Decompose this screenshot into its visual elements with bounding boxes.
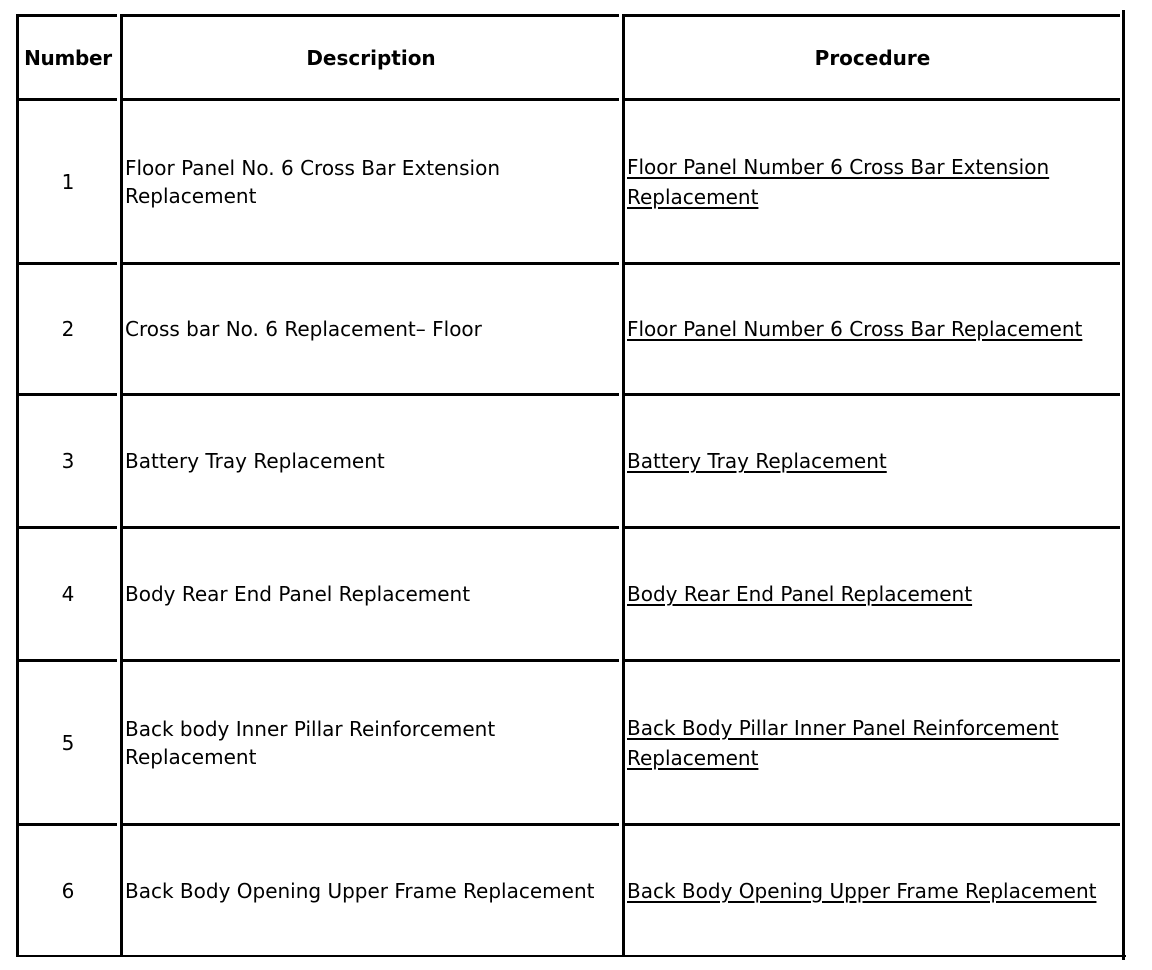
procedure-link[interactable]: Battery Tray Replacement [627,449,887,473]
table-header-row [16,14,1120,98]
procedure-link[interactable]: Body Rear End Panel Replacement [627,582,973,606]
procedure-link[interactable]: Floor Panel Number 6 Cross Bar Extension Replacement [627,154,1050,209]
table-row [16,659,1120,823]
header-number-label: Number [24,45,112,70]
row-procedure-cell [622,393,1120,526]
row-number-cell [16,98,117,262]
row-description-cell [120,823,619,955]
row-number: 2 [61,317,75,341]
row-number-cell [16,823,117,955]
row-description: Floor Panel No. 6 Cross Bar Extension Replacement [125,155,500,208]
header-procedure [622,14,1120,98]
row-number-cell [16,393,117,526]
row-number-cell [16,262,117,393]
row-number: 6 [61,878,75,903]
header-description [120,14,619,98]
row-description-cell [120,659,619,823]
row-procedure-cell [622,659,1120,823]
row-description: Body Rear End Panel Replacement [125,582,471,606]
row-description-cell [120,393,619,526]
row-number: 1 [61,169,75,194]
row-procedure-cell [622,262,1120,393]
row-procedure-cell [622,526,1120,659]
header-description-label: Description [306,45,436,70]
row-number-cell [16,526,117,659]
table-row [16,393,1120,526]
row-procedure-cell [622,98,1120,262]
table-row [16,823,1120,955]
row-number-cell [16,659,117,823]
table-row [16,98,1120,262]
row-number: 4 [61,582,75,606]
procedure-link[interactable]: Back Body Opening Upper Frame Replacement [627,878,1097,903]
row-description: Back body Inner Pillar Reinforcement Replacement [125,716,496,769]
header-procedure-label: Procedure [814,45,931,70]
procedure-link[interactable]: Back Body Pillar Inner Panel Reinforcement Replacement [627,715,1059,770]
row-description: Cross bar No. 6 Replacement– Floor [125,317,482,341]
table-row [16,526,1120,659]
header-number [16,14,117,98]
row-description: Battery Tray Replacement [125,449,385,473]
row-description-cell [120,262,619,393]
row-number: 5 [61,730,75,755]
procedure-link[interactable]: Floor Panel Number 6 Cross Bar Replacement [627,317,1083,341]
row-procedure-cell [622,823,1120,955]
row-description: Back Body Opening Upper Frame Replacement [125,878,595,903]
table-bottom-border [16,955,1126,957]
row-number: 3 [61,449,75,473]
table-right-border [1122,10,1125,960]
row-description-cell [120,526,619,659]
table-row [16,262,1120,393]
row-description-cell [120,98,619,262]
